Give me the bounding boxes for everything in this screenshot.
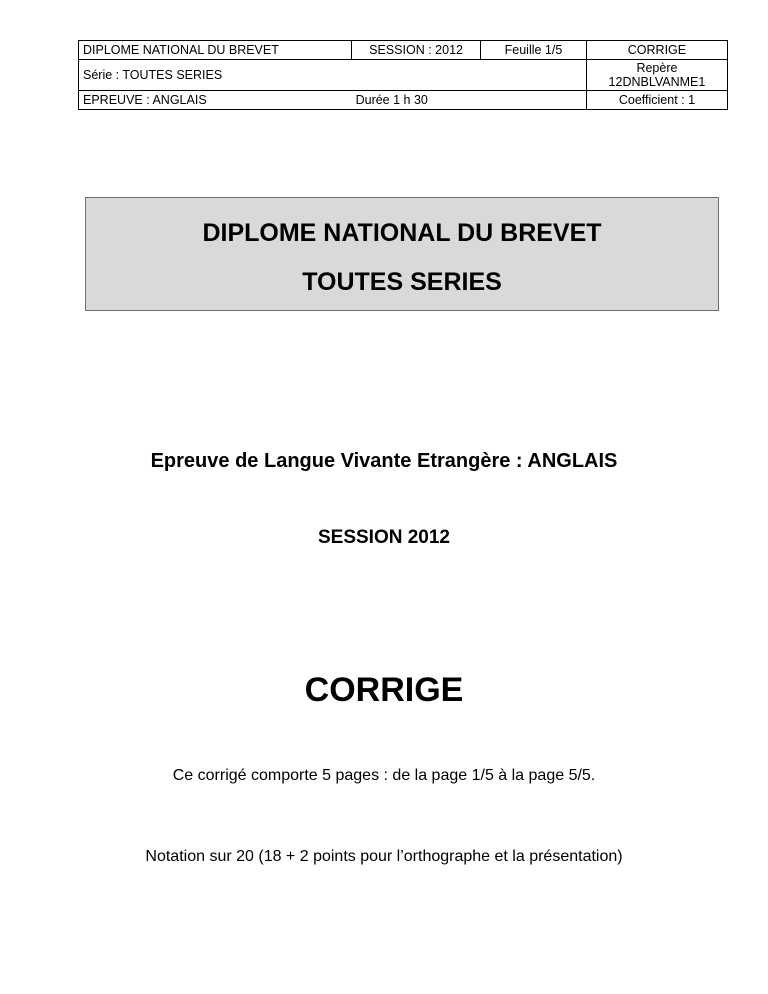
corrige-heading: CORRIGE <box>304 671 464 709</box>
exam-subject: Epreuve de Langue Vivante Etrangère : ANGLAIS <box>150 450 618 472</box>
pages-note: Ce corrigé comporte 5 pages : de la page 1/5 à la page 5/5. <box>172 767 596 784</box>
notation-note: Notation sur 20 (18 + 2 points pour l’orthographe et la présentation) <box>145 848 623 865</box>
header-feuille: Feuille 1/5 <box>481 41 587 60</box>
title-line-1: DIPLOME NATIONAL DU BREVET <box>202 219 602 247</box>
header-epreuve: EPREUVE : ANGLAIS <box>79 91 352 110</box>
title-line-2: TOUTES SERIES <box>302 268 502 296</box>
header-repere-code: 12DNBLVANME1 <box>608 75 706 89</box>
header-repere-label: Repère <box>636 61 678 75</box>
header-coefficient: Coefficient : 1 <box>586 91 727 110</box>
session-heading: SESSION 2012 <box>317 527 451 548</box>
header-session: SESSION : 2012 <box>352 41 481 60</box>
header-serie: Série : TOUTES SERIES <box>79 60 587 91</box>
header-diplome: DIPLOME NATIONAL DU BREVET <box>79 41 352 60</box>
header-repere <box>586 60 727 91</box>
header-corrige: CORRIGE <box>586 41 727 60</box>
header-duree: Durée 1 h 30 <box>352 91 587 110</box>
header-table <box>78 40 728 110</box>
title-box <box>85 197 719 311</box>
